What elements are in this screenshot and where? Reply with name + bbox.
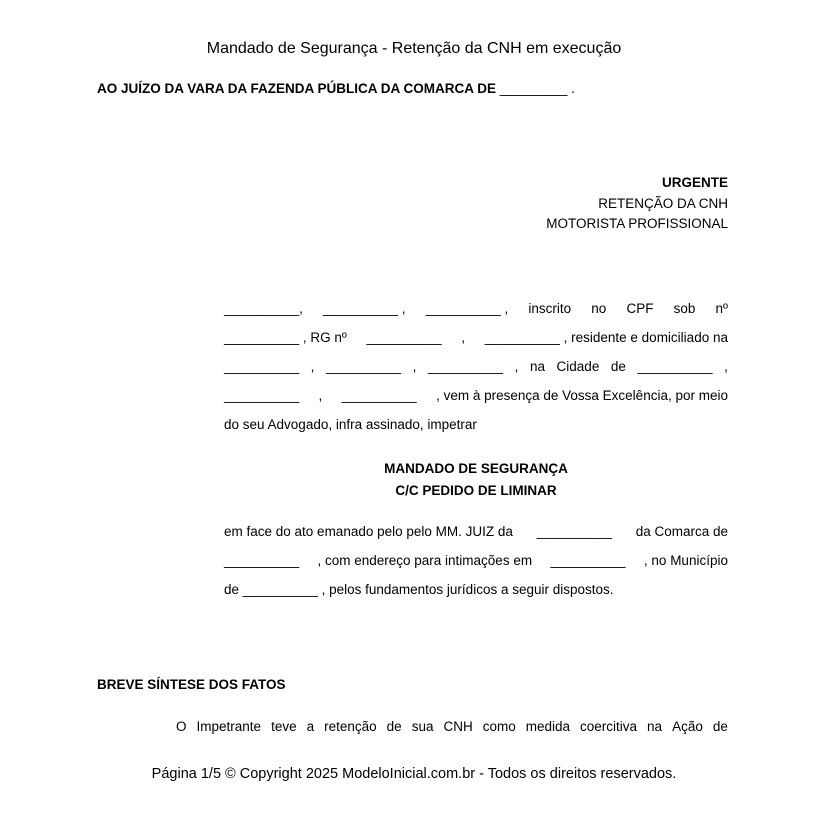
addressee-line [97, 81, 575, 96]
word: retenção [324, 719, 377, 734]
word: a [306, 719, 315, 734]
driver-label: MOTORISTA PROFISSIONAL [546, 216, 728, 231]
qualification-paragraph [224, 300, 728, 445]
word: Impetrante [196, 719, 262, 734]
respondent-line-2 [224, 552, 728, 581]
word: , [724, 359, 728, 374]
word: Ação [672, 719, 703, 734]
word: coercitiva [580, 719, 638, 734]
page-footer: Página 1/5 © Copyright 2025 ModeloInicial.com.br - Todos os direitos reservados. [151, 766, 677, 782]
word: na [529, 359, 545, 374]
word: __________ , [425, 301, 509, 316]
word: CPF [626, 301, 654, 316]
word: teve [271, 719, 297, 734]
word: O [176, 719, 187, 734]
respondent-paragraph [224, 523, 728, 610]
qualification-line-1 [224, 300, 728, 329]
action-title-line-1: MANDADO DE SEGURANÇA [384, 461, 568, 476]
word: __________ [550, 553, 626, 568]
respondent-line-3 [224, 581, 728, 610]
word: __________ [637, 359, 713, 374]
respondent-line-1 [224, 523, 728, 552]
word: medida [525, 719, 571, 734]
word: nº [715, 301, 728, 316]
word: , vem à presença de Vossa Excelência, por meio [436, 388, 728, 403]
word: , [318, 388, 323, 403]
word: __________ , [322, 301, 406, 316]
word: __________ [536, 524, 612, 539]
word: em face do ato emanado pelo pelo MM. JUIZ da [224, 524, 513, 539]
word: inscrito [528, 301, 572, 316]
word: __________ [341, 388, 417, 403]
urgent-label: URGENTE [661, 175, 728, 190]
word: __________ [224, 553, 300, 568]
word: __________ [325, 359, 402, 374]
word: , no Município [643, 553, 728, 568]
word: na [647, 719, 663, 734]
word: de [712, 719, 728, 734]
word: , [412, 359, 417, 374]
word: de [610, 359, 626, 374]
document-title: Mandado de Segurança - Retenção da CNH em execução [206, 40, 622, 57]
addressee-blank: _________ . [496, 81, 575, 96]
word: , [461, 330, 466, 345]
word: Cidade [556, 359, 600, 374]
word: __________ , RG nº [224, 330, 347, 345]
qualification-line-4 [224, 387, 728, 416]
action-title-line-2: C/C PEDIDO DE LIMINAR [395, 483, 557, 498]
retention-label: RETENÇÃO DA CNH [598, 196, 728, 211]
word: CNH [443, 719, 473, 734]
qualification-line-5 [224, 416, 728, 445]
word: sob [673, 301, 696, 316]
word: da Comarca de [635, 524, 728, 539]
word: __________ [224, 388, 300, 403]
word: , [310, 359, 315, 374]
word: __________, [224, 301, 303, 316]
addressee-text: AO JUÍZO DA VARA DA FAZENDA PÚBLICA DA COMARCA DE [97, 81, 496, 96]
qualification-line-3 [224, 358, 728, 387]
word: de __________ , pelos fundamentos jurídicos a seguir dispostos. [224, 582, 614, 597]
word: como [482, 719, 516, 734]
facts-heading: BREVE SÍNTESE DOS FATOS [97, 677, 286, 692]
word: , com endereço para intimações em [317, 553, 533, 568]
word: __________ [427, 359, 504, 374]
word: , [514, 359, 519, 374]
word: __________ [366, 330, 442, 345]
facts-paragraph [97, 718, 728, 747]
word: sua [411, 719, 434, 734]
facts-line-1 [97, 718, 728, 747]
word: no [591, 301, 607, 316]
word: __________ , residente e domiciliado na [484, 330, 728, 345]
word: do seu Advogado, infra assinado, impetrar [224, 417, 477, 432]
word: __________ [224, 359, 300, 374]
qualification-line-2 [224, 329, 728, 358]
word: de [386, 719, 402, 734]
